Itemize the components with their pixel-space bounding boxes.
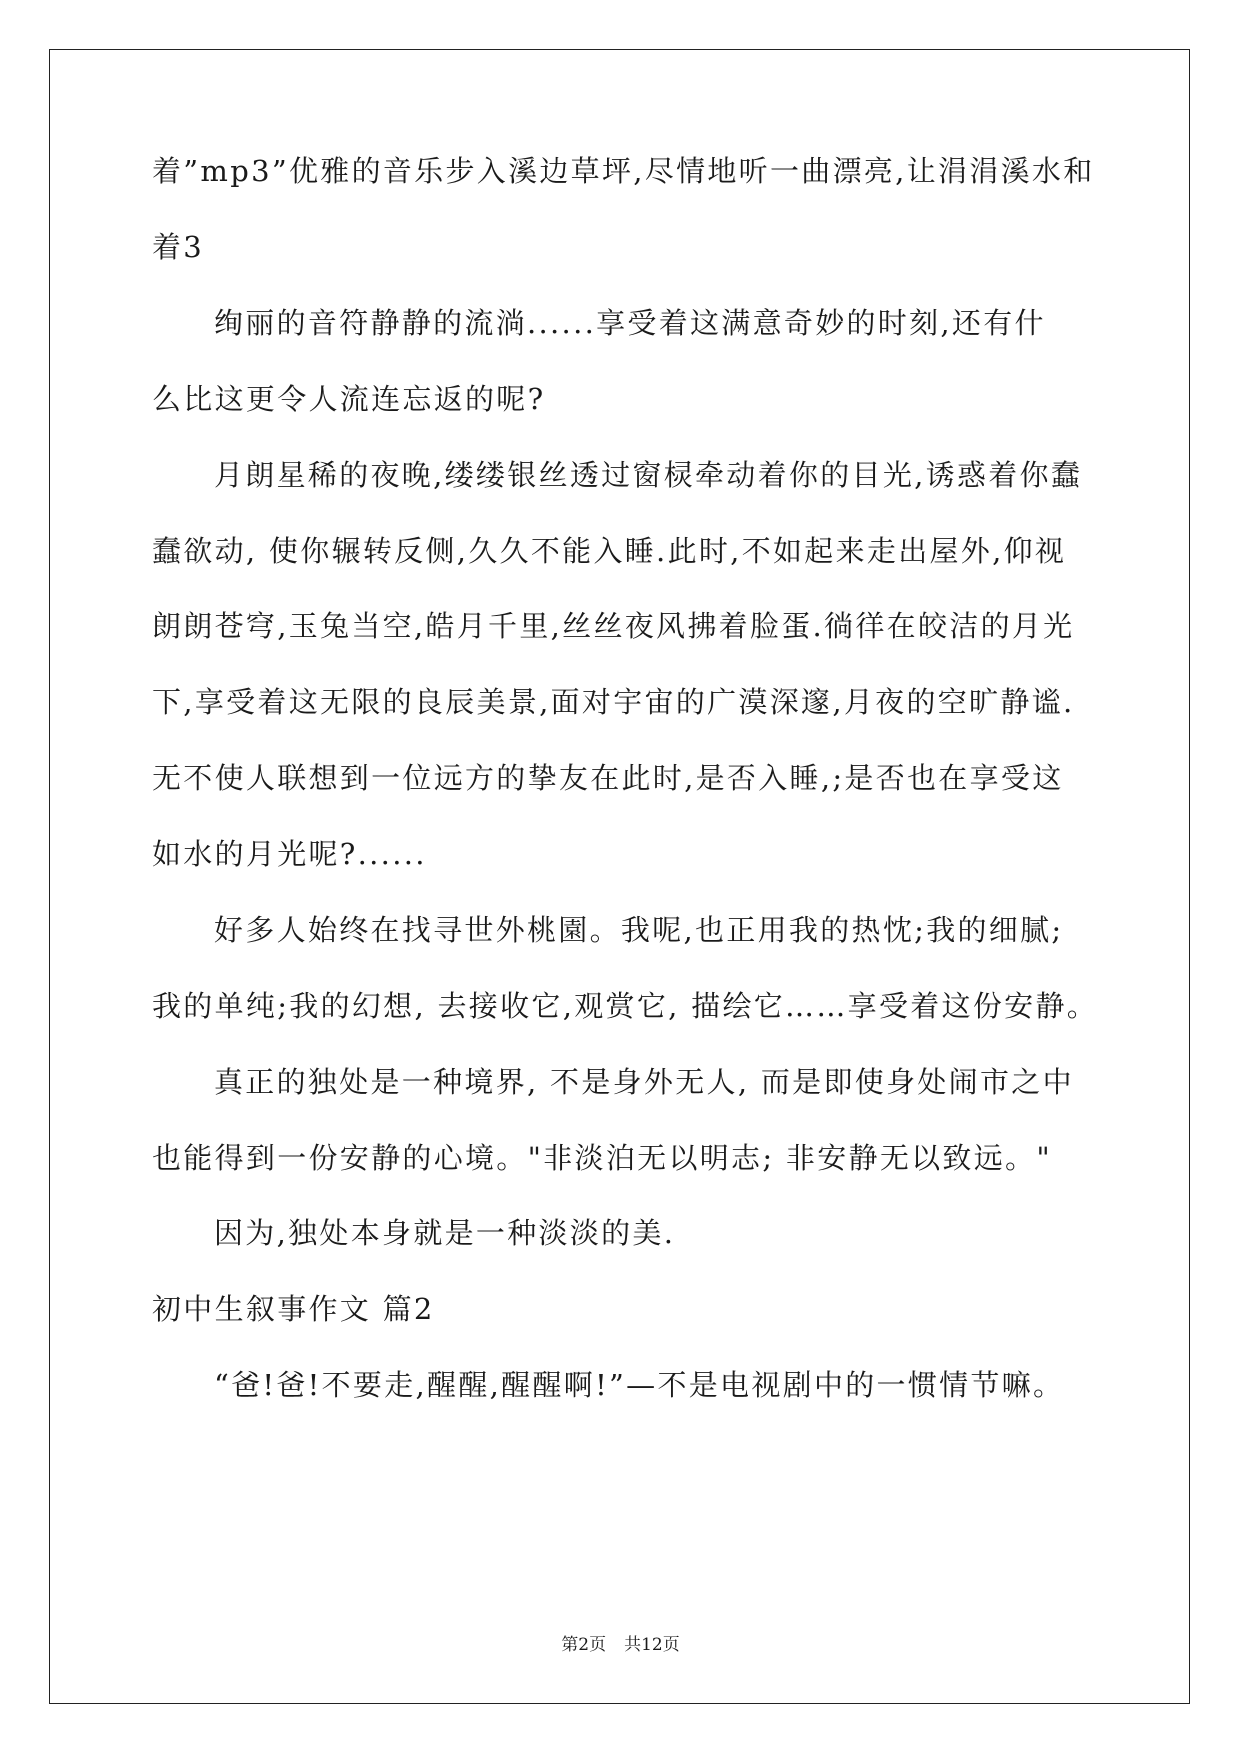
text-line: 下,享受着这无限的良辰美景,面对宇宙的广漠深邃,月夜的空旷静谧. bbox=[152, 685, 1075, 719]
text-line: 着”mp3”优雅的音乐步入溪边草坪,尽情地听一曲漂亮,让涓涓溪水和 bbox=[152, 154, 1095, 188]
text-line: 真正的独处是一种境界, 不是身外无人, 而是即使身处闹市之中 bbox=[214, 1065, 1074, 1099]
text-line: 无不使人联想到一位远方的挚友在此时,是否入睡,;是否也在享受这 bbox=[152, 761, 1064, 795]
text-line: 蠢欲动, 使你辗转反侧,久久不能入睡.此时,不如起来走出屋外,仰视 bbox=[152, 534, 1067, 568]
text-line: 着3 bbox=[152, 230, 205, 264]
text-line: 么比这更令人流连忘返的呢? bbox=[152, 382, 546, 416]
section-heading: 初中生叙事作文 篇2 bbox=[152, 1292, 435, 1326]
text-line: 好多人始终在找寻世外桃園。我呢,也正用我的热忱;我的细腻; bbox=[214, 913, 1064, 947]
page-number: 第2页 bbox=[561, 1635, 607, 1655]
text-line: 绚丽的音符静静的流淌......享受着这满意奇妙的时刻,还有什 bbox=[214, 306, 1046, 340]
text-line: 朗朗苍穹,玉兔当空,皓月千里,丝丝夜风拂着脸蛋.徜徉在皎洁的月光 bbox=[152, 609, 1075, 643]
page-footer bbox=[0, 1630, 1241, 1655]
text-line: 也能得到一份安静的心境。"非淡泊无以明志; 非安静无以致远。" bbox=[152, 1141, 1052, 1175]
text-line: 月朗星稀的夜晚,缕缕银丝透过窗棂牵动着你的目光,诱惑着你蠢 bbox=[214, 458, 1083, 492]
text-line: 如水的月光呢?...... bbox=[152, 837, 427, 871]
page-total: 共12页 bbox=[624, 1635, 680, 1655]
text-line: 我的单纯;我的幻想, 去接收它,观赏它, 描绘它……享受着这份安静。 bbox=[152, 989, 1099, 1023]
text-line: “爸!爸!不要走,醒醒,醒醒啊!”—不是电视剧中的一惯情节嘛。 bbox=[214, 1368, 1065, 1402]
page-border bbox=[49, 49, 1190, 1704]
text-line: 因为,独处本身就是一种淡淡的美. bbox=[214, 1216, 676, 1250]
